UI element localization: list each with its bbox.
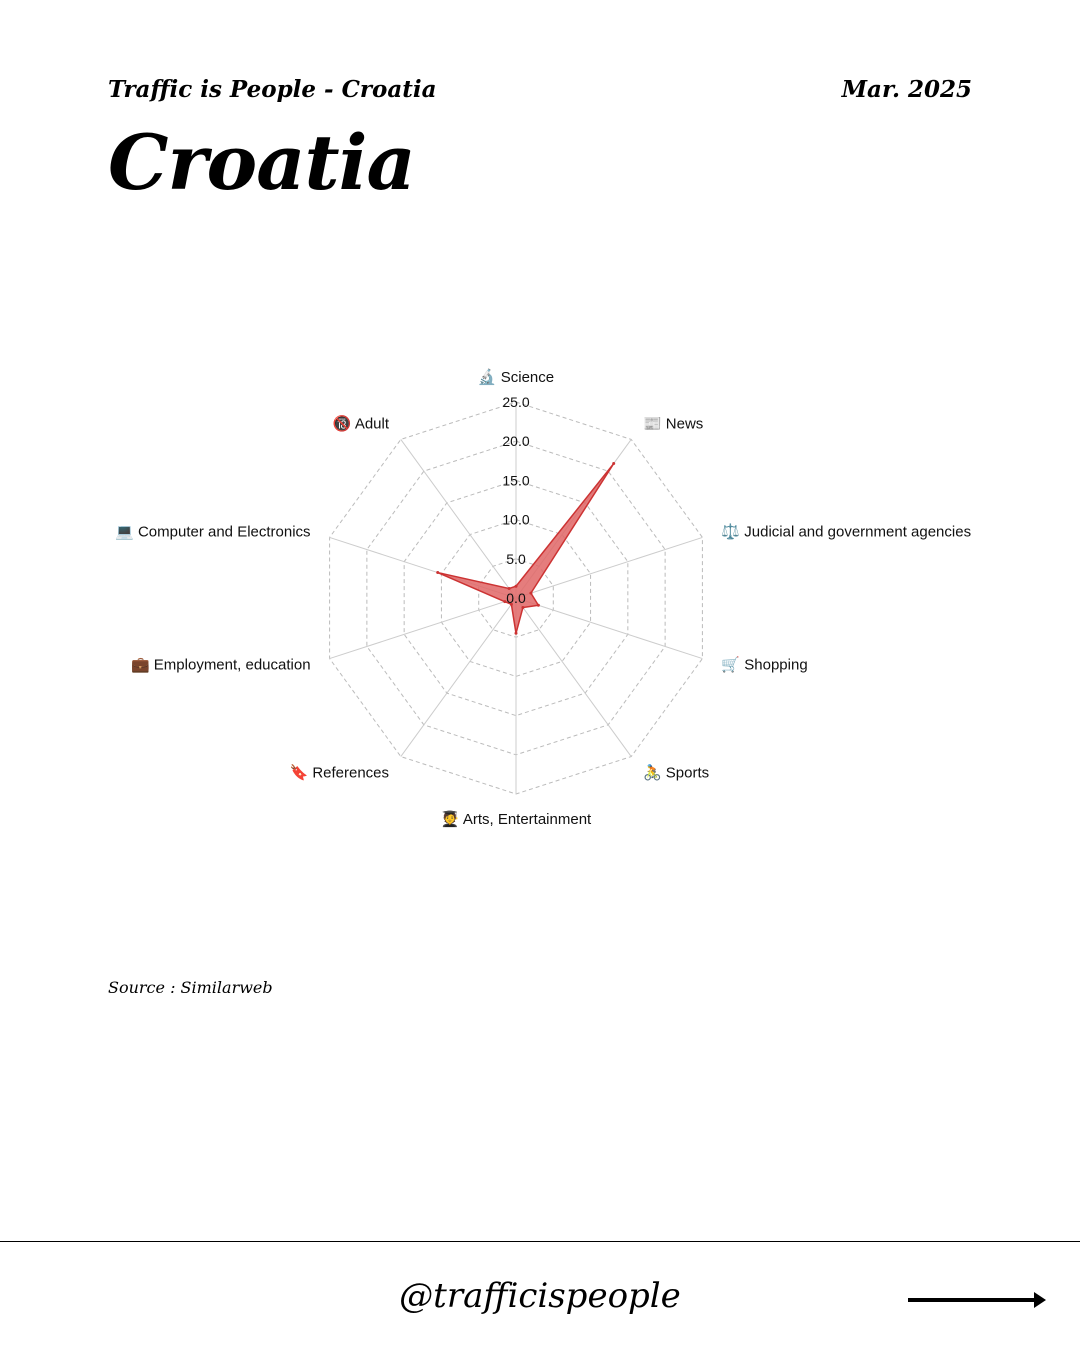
data-point xyxy=(515,585,518,588)
data-point xyxy=(529,592,532,595)
header-date: Mar. 2025 xyxy=(841,76,972,103)
category-label: 🛒 Shopping xyxy=(721,656,808,674)
grid-spoke xyxy=(401,439,516,598)
series-area xyxy=(438,464,614,634)
category-label: 💼 Employment, education xyxy=(130,656,311,674)
radar-categories xyxy=(115,367,971,828)
tick-label: 25.0 xyxy=(502,394,530,410)
arrow-right-icon[interactable] xyxy=(906,1288,1048,1312)
tick-label: 0.0 xyxy=(506,590,526,606)
category-label: 🔬 Science xyxy=(477,369,555,386)
footer-divider xyxy=(0,1241,1080,1242)
data-point xyxy=(515,632,518,635)
tick-label: 20.0 xyxy=(502,433,530,450)
grid-spoke xyxy=(401,598,516,757)
page-title: Croatia xyxy=(108,118,415,207)
data-point xyxy=(537,604,540,607)
data-point xyxy=(521,606,524,609)
radar-chart xyxy=(0,340,1080,860)
category-label: 🔞 Adult xyxy=(332,415,390,433)
tick-label: 15.0 xyxy=(502,472,530,489)
category-label: ⚖️ Judicial and government agencies xyxy=(721,523,972,541)
grid-spoke xyxy=(516,598,631,757)
category-label: 🧑‍🎓 Arts, Entertainment xyxy=(440,811,592,828)
grid-spoke xyxy=(516,598,702,659)
category-label: 🚴 Sports xyxy=(642,764,710,782)
header-left: Traffic is People - Croatia xyxy=(108,76,437,103)
footer-handle: @trafficispeople xyxy=(399,1276,681,1316)
data-point xyxy=(436,571,439,574)
tick-label: 5.0 xyxy=(506,550,526,567)
category-label: 📰 News xyxy=(642,415,704,433)
category-label: 💻 Computer and Electronics xyxy=(115,523,311,541)
grid-spoke xyxy=(330,598,516,659)
tick-label: 10.0 xyxy=(502,511,530,528)
source-note: Source : Similarweb xyxy=(108,978,273,997)
data-point xyxy=(612,462,615,465)
category-label: 🔖 References xyxy=(289,764,390,782)
